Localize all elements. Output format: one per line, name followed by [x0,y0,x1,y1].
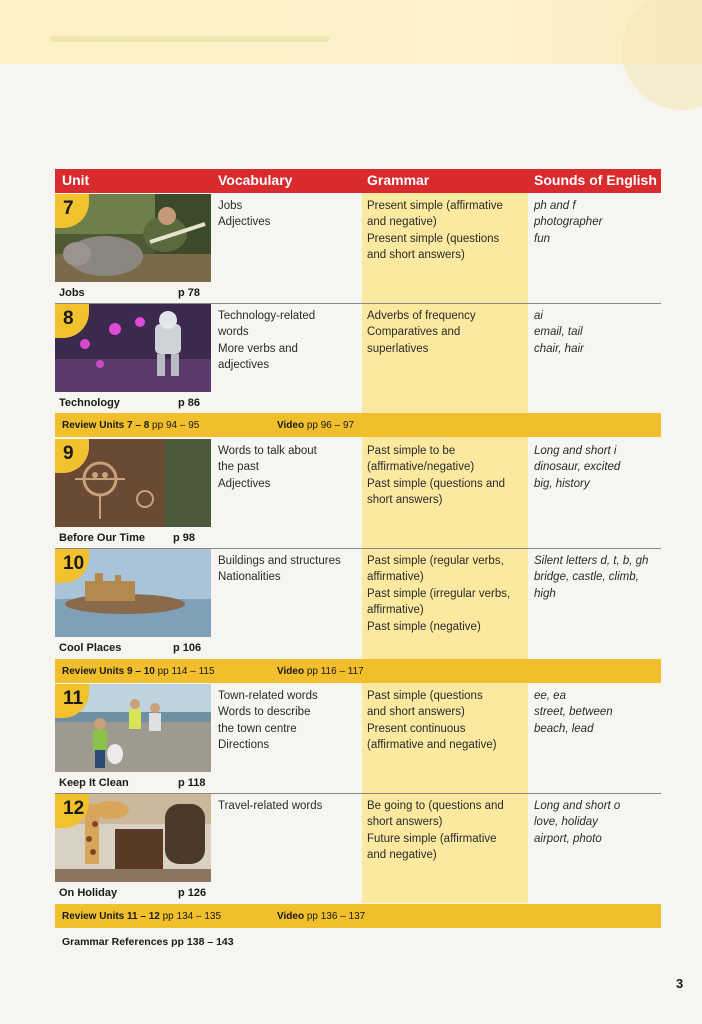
sounds-item: ph and f [534,200,576,212]
grammar-item: Be going to (questions and [367,800,504,812]
grammar-cell [367,688,517,754]
grammar-item: Past simple (questions [367,690,483,702]
vocabulary-cell [218,553,358,586]
grammar-item: Future simple (affirmative [367,832,497,845]
vocabulary-item: Adjectives [218,477,271,490]
grammar-item: (affirmative and negative) [367,739,497,752]
unit-name: Technology [59,397,120,409]
grammar-item: short answers) [367,816,443,829]
vocabulary-cell [218,308,358,374]
vocabulary-item: words [218,326,249,339]
grammar-item: and short answers) [367,706,465,719]
vocabulary-cell [218,198,358,231]
sounds-item: ee, ea [534,690,566,702]
grammar-item: Present simple (questions [367,232,500,245]
vocabulary-item: Words to describe [218,706,311,719]
grammar-item: Past simple (regular verbs, [367,555,504,567]
review-label: Review Units 11 – 12 pp 134 – 135 [62,911,222,922]
grammar-item: (affirmative/negative) [367,461,475,474]
video-label: Video pp 116 – 117 [277,666,364,677]
sounds-item: high [534,587,556,600]
sounds-item: airport, photo [534,832,602,845]
vocabulary-cell [218,798,358,814]
grammar-item: affirmative) [367,604,424,617]
grammar-item: and short answers) [367,249,465,262]
unit-number-badge: 8 [55,304,89,338]
vocabulary-item: Town-related words [218,690,318,702]
unit-row-10 [55,549,661,658]
unit-number-badge: 10 [55,549,89,583]
decorative-circle [622,0,702,110]
vocabulary-item: Words to talk about [218,445,317,457]
vocabulary-item: the town centre [218,722,297,735]
vocabulary-item: Buildings and structures [218,555,341,567]
sounds-item: ai [534,310,543,322]
review-bar [55,413,661,437]
review-label: Review Units 7 – 8 pp 94 – 95 [62,420,200,431]
grammar-item: Adverbs of frequency [367,310,476,322]
sounds-item: photographer [534,216,603,229]
review-bar [55,904,661,928]
sounds-item: street, between [534,706,613,719]
unit-name: Keep It Clean [59,777,129,789]
grammar-item: Past simple (irregular verbs, [367,587,511,600]
grammar-item: and negative) [367,849,437,862]
vocabulary-item: Travel-related words [218,800,323,812]
unit-name: Before Our Time [59,532,145,544]
unit-name: On Holiday [59,887,118,899]
sounds-item: bridge, castle, climb, [534,571,639,584]
vocabulary-cell [218,443,358,492]
unit-page: p 86 [178,397,201,409]
grammar-item: and negative) [367,216,437,229]
top-decorative-band [0,0,702,64]
header-sounds: Sounds of English [534,172,657,188]
grammar-cell [367,798,517,864]
vocabulary-item: the past [218,461,259,474]
vocabulary-cell [218,688,358,754]
grammar-item: short answers) [367,494,443,507]
vocabulary-item: More verbs and [218,342,298,355]
vocabulary-item: Directions [218,739,270,752]
sounds-cell [534,798,660,847]
unit-number-badge: 11 [55,684,89,718]
grammar-item: affirmative) [367,571,424,584]
sounds-item: beach, lead [534,722,594,735]
grammar-item: Past simple (negative) [367,620,481,633]
sounds-cell [534,688,660,737]
sounds-cell [534,198,660,247]
unit-number-badge: 9 [55,439,89,473]
grammar-item: Past simple (questions and [367,477,506,490]
grammar-item: Comparatives and [367,326,461,339]
vocabulary-item: adjectives [218,359,270,372]
unit-row-11 [55,684,661,793]
vocabulary-item: Nationalities [218,571,281,584]
unit-row-12 [55,794,661,903]
sounds-item: love, holiday [534,816,598,829]
unit-row-9 [55,439,661,548]
unit-page: p 126 [178,887,207,899]
sounds-cell [534,553,660,602]
grammar-item: Past simple to be [367,445,456,457]
grammar-item: Present simple (affirmative [367,200,503,212]
sounds-cell [534,443,660,492]
unit-name: Jobs [59,287,85,299]
sounds-item: email, tail [534,326,583,339]
unit-number-badge: 12 [55,794,89,828]
unit-number-badge: 7 [55,194,89,228]
vocabulary-item: Jobs [218,200,243,212]
video-label: Video pp 96 – 97 [277,420,355,431]
vocabulary-item: Adjectives [218,216,271,229]
vocabulary-item: Technology-related [218,310,316,322]
page-number: 3 [676,976,684,991]
unit-page: p 106 [173,642,202,654]
sounds-item: big, history [534,477,590,490]
table-header [55,169,661,193]
grammar-cell [367,308,517,357]
unit-name: Cool Places [59,642,122,654]
sounds-item: Silent letters d, t, b, gh [534,555,649,567]
sounds-item: Long and short o [534,800,621,812]
grammar-cell [367,553,517,635]
grammar-item: superlatives [367,342,429,355]
grammar-cell [367,443,517,509]
sounds-item: dinosaur, excited [534,461,621,474]
grammar-item: Present continuous [367,722,466,735]
unit-row-7 [55,194,661,303]
grammar-references: Grammar References pp 138 – 143 [62,936,234,948]
grammar-cell [367,198,517,264]
unit-row-8 [55,304,661,413]
video-label: Video pp 136 – 137 [277,911,366,922]
unit-page: p 78 [178,287,201,299]
header-vocabulary: Vocabulary [218,172,293,188]
sounds-item: chair, hair [534,342,584,355]
unit-page: p 98 [173,532,196,544]
review-bar [55,659,661,683]
unit-page: p 118 [178,777,206,789]
review-label: Review Units 9 – 10 pp 114 – 115 [62,666,215,677]
header-grammar: Grammar [367,172,430,188]
header-unit: Unit [62,172,90,188]
sounds-item: Long and short i [534,445,617,457]
sounds-cell [534,308,660,357]
sounds-item: fun [534,232,550,245]
